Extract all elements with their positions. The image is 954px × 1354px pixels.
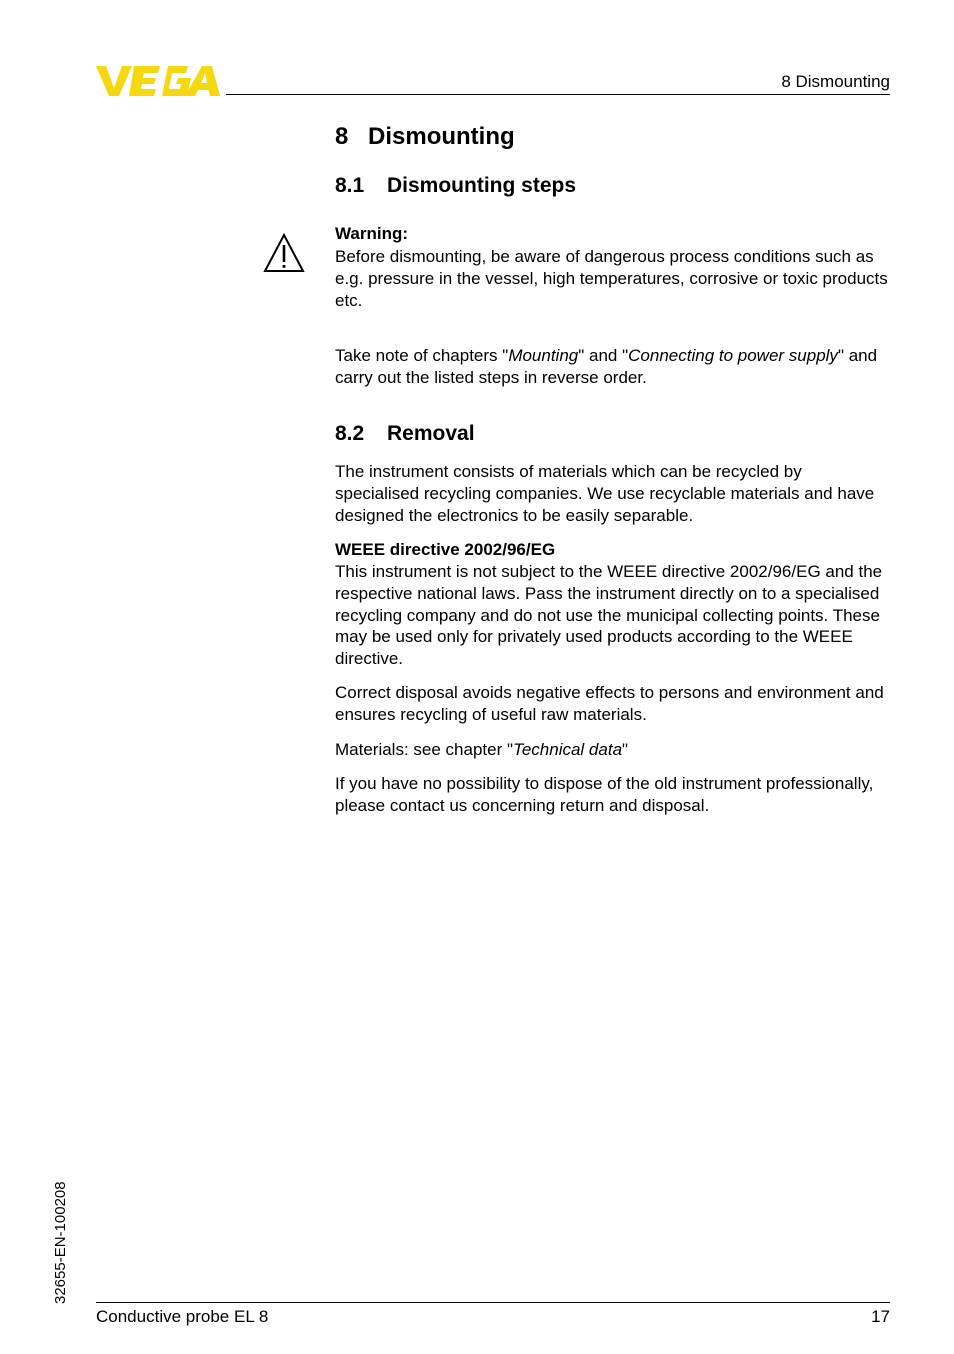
reverse-order-note: [335, 345, 890, 389]
weee-label: WEEE directive 2002/96/EG: [335, 540, 556, 559]
warning-text: Before dismounting, be aware of dangerous process conditions such as e.g. pressure in the vessel, high temperatures, corrosive or toxic products etc.: [335, 247, 888, 310]
document-code: 32655-EN-100208: [52, 1181, 69, 1304]
note-text-3: " and carry out the listed steps in reverse order.: [335, 346, 878, 387]
vega-logo: [96, 64, 220, 98]
section-number: 8.2: [335, 422, 365, 445]
chapter-number: 8: [335, 123, 349, 150]
header-section-title: 8 Dismounting: [781, 72, 890, 91]
footer-rule: [96, 1302, 890, 1303]
disposal-text: Correct disposal avoids negative effects to persons and environment and ensures recycling of useful raw materials.: [335, 683, 884, 724]
warning-label: Warning:: [335, 224, 409, 243]
footer-product-name: Conductive probe EL 8: [96, 1307, 269, 1326]
contact-text: If you have no possibility to dispose of the old instrument professionally, please contact us concerning return and disposal.: [335, 774, 874, 815]
note-text-1: Take note of chapters ": [335, 346, 509, 365]
section-title: Removal: [387, 422, 475, 445]
removal-intro: The instrument consists of materials which can be recycled by specialised recycling companies. We use recyclable materials and have designed the electronics to be easily separable.: [335, 462, 875, 525]
materials-text-1: Materials: see chapter ": [335, 740, 514, 759]
weee-text: This instrument is not subject to the WEEE directive 2002/96/EG and the respective national laws. Pass the instrument directly on to a specialised recycling company and do not use the municipal collecting points. These may be used only for privately used products according to the WEEE directive.: [335, 562, 883, 669]
materials-text-2: ": [622, 740, 629, 759]
chapter-title: Dismounting: [368, 123, 515, 150]
chapter-ref-power-supply: Connecting to power supply: [628, 346, 838, 365]
warning-icon: [262, 232, 306, 274]
section-heading-8-2: [335, 421, 475, 447]
chapter-ref-technical-data: Technical data: [513, 740, 623, 759]
chapter-heading: [335, 122, 515, 152]
section-number: 8.1: [335, 174, 365, 197]
header-rule: [226, 94, 890, 95]
section-heading-8-1: [335, 173, 576, 199]
page-number: 17: [871, 1307, 890, 1326]
chapter-ref-mounting: Mounting: [508, 346, 579, 365]
note-text-2: " and ": [578, 346, 629, 365]
materials-text: [335, 739, 890, 761]
section-title: Dismounting steps: [387, 174, 577, 197]
